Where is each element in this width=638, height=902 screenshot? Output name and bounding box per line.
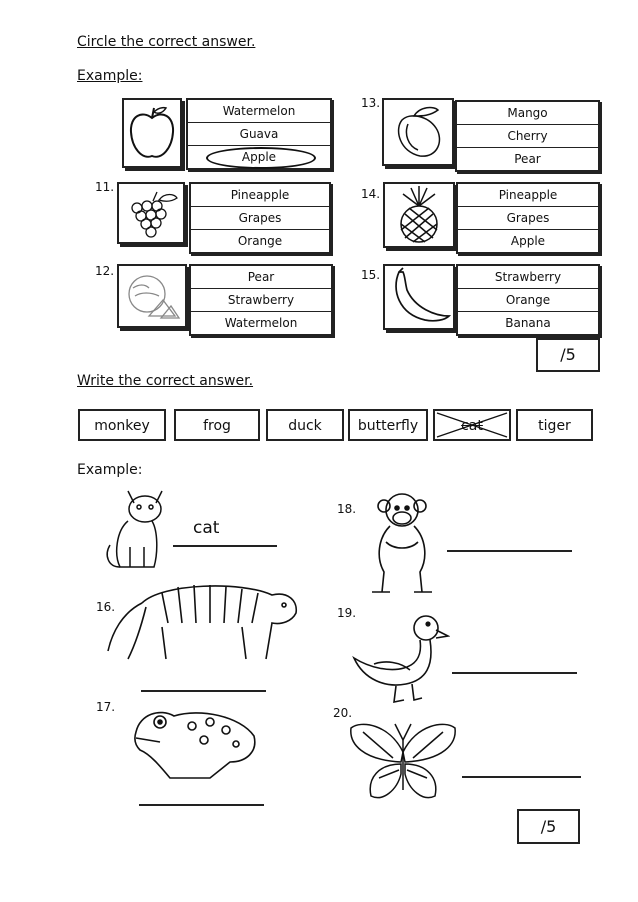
- question-number: 16.: [96, 600, 116, 614]
- section2-example-label: Example:: [77, 462, 143, 478]
- apple-icon: [124, 100, 180, 166]
- question-number: 19.: [337, 606, 357, 620]
- word-bank-item: monkey: [78, 409, 166, 441]
- section1-heading: Circle the correct answer.: [77, 34, 256, 50]
- watermelon-icon: [119, 266, 185, 326]
- grapes-icon: [119, 184, 183, 242]
- answer-line[interactable]: [452, 672, 577, 674]
- section1-example-label: Example:: [77, 68, 143, 84]
- tiger-icon: [102, 573, 302, 665]
- q15-banana-picture: [383, 264, 455, 330]
- pineapple-icon: [385, 184, 453, 246]
- example-answer: cat: [193, 518, 220, 538]
- q11-grapes-picture: [117, 182, 185, 244]
- section2-heading: Write the correct answer.: [77, 373, 254, 389]
- q16-tiger-picture: [102, 573, 302, 665]
- frog-icon: [130, 702, 262, 782]
- answer-line[interactable]: [141, 690, 266, 692]
- option[interactable]: Mango: [457, 102, 598, 125]
- mango-icon: [384, 100, 452, 164]
- option[interactable]: Pear: [191, 266, 331, 289]
- crossed-word-label: cat: [461, 418, 483, 434]
- q18-monkey-picture: [360, 488, 444, 598]
- q19-duck-picture: [350, 610, 450, 706]
- duck-icon: [350, 610, 450, 706]
- option[interactable]: Strawberry: [191, 289, 331, 312]
- butterfly-icon: [345, 718, 461, 804]
- answer-line: [173, 545, 277, 547]
- q17-frog-picture: [130, 702, 262, 782]
- q13-mango-picture: [382, 98, 454, 166]
- option[interactable]: Grapes: [191, 207, 329, 230]
- q14-pineapple-picture: [383, 182, 455, 248]
- cat-icon: [100, 485, 172, 575]
- word-bank-item: frog: [174, 409, 260, 441]
- example-option-circled[interactable]: [188, 146, 330, 168]
- example-option[interactable]: Guava: [188, 123, 330, 146]
- section2-score-box: /5: [517, 809, 580, 844]
- q12-watermelon-picture: [117, 264, 187, 328]
- question-number: 17.: [96, 700, 116, 714]
- option[interactable]: Orange: [458, 289, 598, 312]
- question-number: 15.: [361, 268, 381, 282]
- word-bank-item: tiger: [516, 409, 593, 441]
- example-options: [186, 98, 332, 170]
- answer-line[interactable]: [447, 550, 572, 552]
- question-number: 12.: [95, 264, 115, 278]
- question-number: 11.: [95, 180, 115, 194]
- option[interactable]: Orange: [237, 234, 283, 248]
- question-number: 20.: [333, 706, 353, 720]
- q15-options: [456, 264, 600, 336]
- monkey-icon: [360, 488, 444, 598]
- word-bank-item: butterfly: [348, 409, 428, 441]
- q13-options: [455, 100, 600, 172]
- option[interactable]: Banana: [505, 316, 551, 330]
- option[interactable]: Grapes: [458, 207, 598, 230]
- question-number: 13.: [361, 96, 381, 110]
- q11-options: [189, 182, 331, 254]
- q20-butterfly-picture: [345, 718, 461, 804]
- example-apple-picture: [122, 98, 182, 168]
- question-number: 18.: [337, 502, 357, 516]
- question-number: 14.: [361, 187, 381, 201]
- answer-circle: [206, 147, 316, 169]
- word-bank-item-crossed: [433, 409, 511, 441]
- option[interactable]: Pear: [514, 152, 541, 166]
- option[interactable]: Watermelon: [224, 316, 298, 330]
- answer-line[interactable]: [462, 776, 581, 778]
- section1-score-box: /5: [536, 338, 600, 372]
- answer-line[interactable]: [139, 804, 264, 806]
- q14-options: [456, 182, 600, 254]
- option[interactable]: Apple: [510, 234, 546, 248]
- example-option[interactable]: Watermelon: [188, 100, 330, 123]
- option[interactable]: Cherry: [457, 125, 598, 148]
- option[interactable]: Strawberry: [458, 266, 598, 289]
- example-option-label: Apple: [241, 150, 277, 164]
- banana-icon: [385, 266, 453, 328]
- q12-options: [189, 264, 333, 336]
- word-bank-item: duck: [266, 409, 344, 441]
- option[interactable]: Pineapple: [458, 184, 598, 207]
- option[interactable]: Pineapple: [191, 184, 329, 207]
- example-cat-picture: [100, 485, 172, 575]
